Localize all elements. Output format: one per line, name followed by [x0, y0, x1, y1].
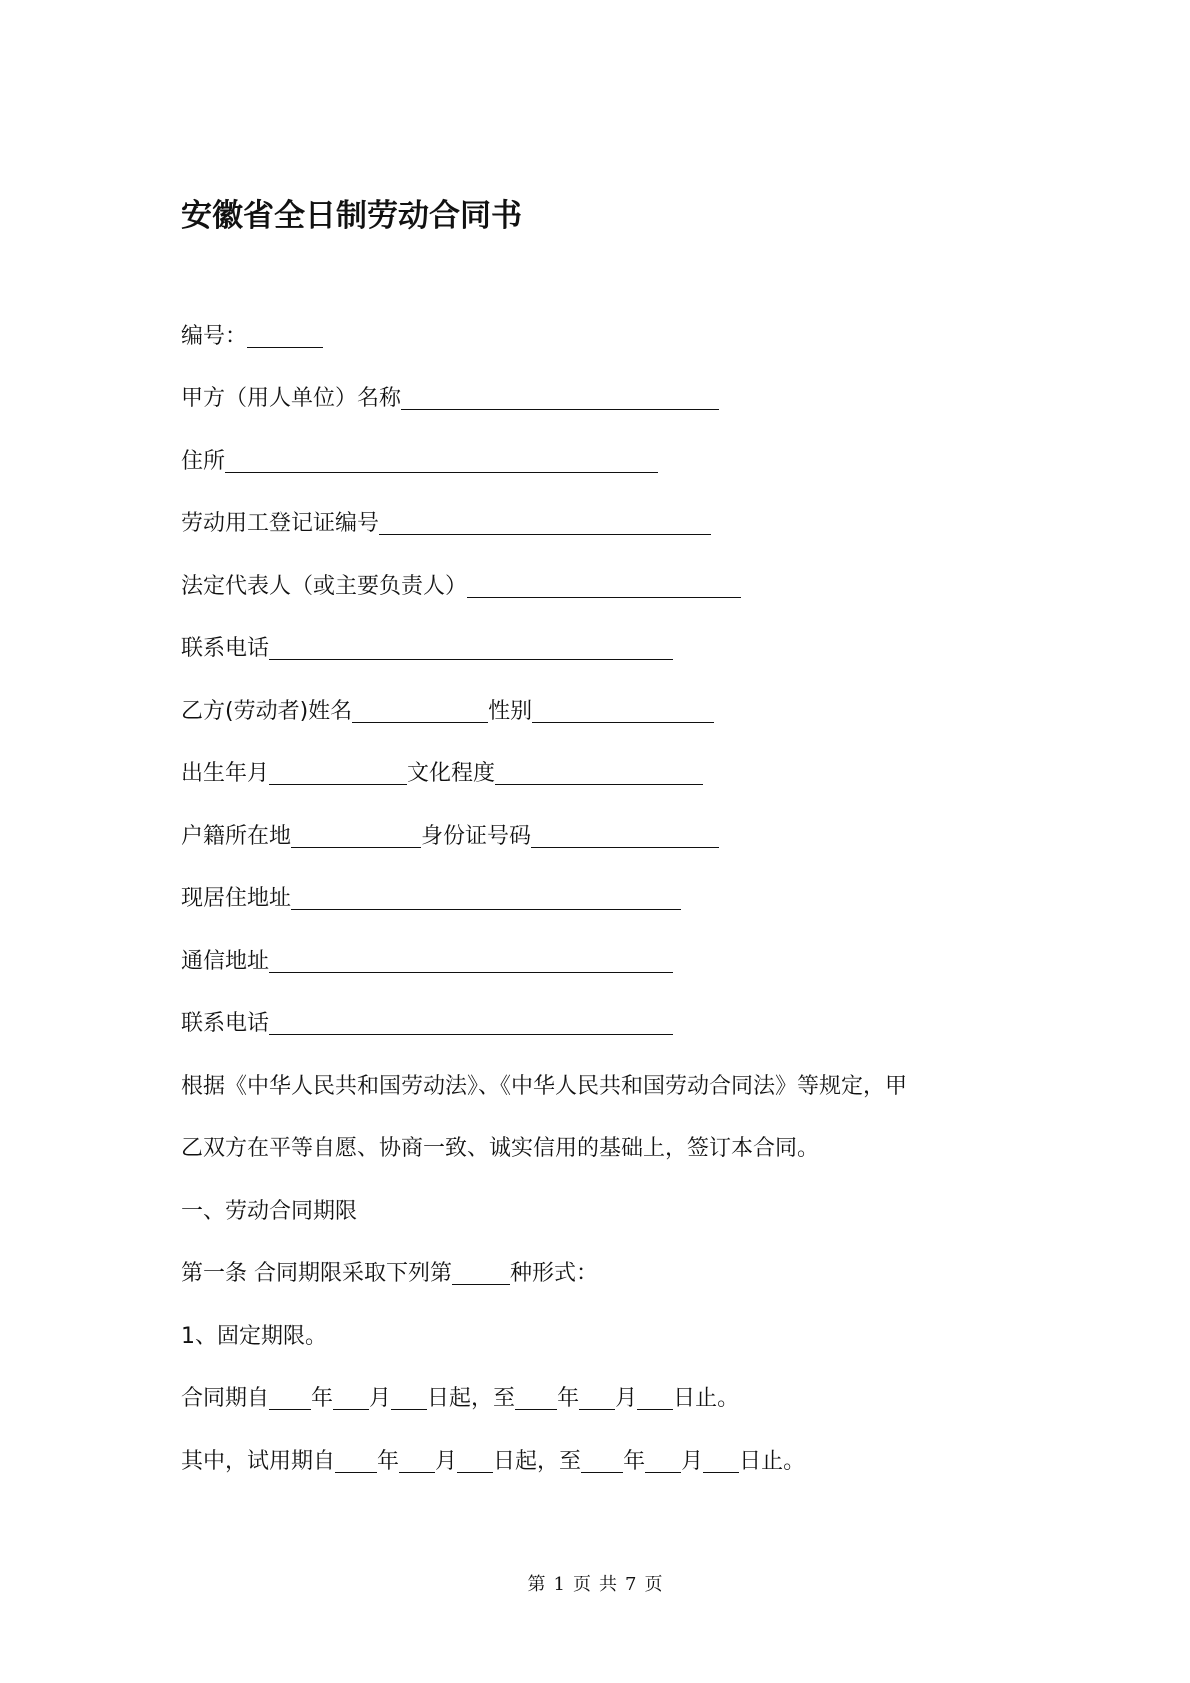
item-1 — [181, 1322, 327, 1352]
residence-blank[interactable] — [291, 887, 681, 910]
education-blank[interactable] — [495, 762, 703, 785]
term-year-label-2: 年 — [557, 1386, 580, 1411]
item1-text: 1、固定期限。 — [181, 1324, 327, 1349]
term-start-day-blank[interactable] — [391, 1387, 427, 1410]
registration-blank[interactable] — [379, 512, 711, 535]
gender-blank[interactable] — [532, 700, 714, 723]
term-day-end-label: 日止。 — [673, 1386, 740, 1411]
section1-title: 一、劳动合同期限 — [181, 1199, 358, 1224]
party-a-name-label: 甲方（用人单位）名称 — [181, 386, 402, 411]
term-end-month-blank[interactable] — [579, 1387, 615, 1410]
phone-b-label: 联系电话 — [181, 1011, 270, 1036]
probation-day-start-label: 日起，至 — [493, 1449, 582, 1474]
gender-label: 性别 — [488, 699, 533, 724]
document-title: 安徽省全日制劳动合同书 — [181, 198, 522, 234]
party-b-name-blank[interactable] — [352, 700, 488, 723]
phone-b-blank[interactable] — [269, 1012, 673, 1035]
phone-a-blank[interactable] — [269, 637, 673, 660]
education-label: 文化程度 — [407, 761, 496, 786]
probation-end-month-blank[interactable] — [645, 1450, 681, 1473]
probation-start-day-blank[interactable] — [457, 1450, 493, 1473]
number-blank[interactable] — [247, 325, 323, 348]
mail-label: 通信地址 — [181, 949, 270, 974]
term-month-label-2: 月 — [615, 1386, 638, 1411]
field-mail — [181, 947, 673, 977]
field-legal-rep — [181, 572, 741, 602]
residence-label: 现居住地址 — [181, 886, 292, 911]
probation-year-label-2: 年 — [623, 1449, 646, 1474]
phone-a-label: 联系电话 — [181, 636, 270, 661]
probation-start-year-blank[interactable] — [335, 1450, 377, 1473]
footer-page-current: 1 — [553, 1574, 565, 1595]
birth-blank[interactable] — [269, 762, 407, 785]
article1-form-blank[interactable] — [452, 1262, 510, 1285]
id-label: 身份证号码 — [421, 824, 532, 849]
probation-month-label: 月 — [435, 1449, 458, 1474]
footer-page-mid1: 页 — [573, 1574, 591, 1595]
term-start-year-blank[interactable] — [269, 1387, 311, 1410]
probation-prefix: 其中，试用期自 — [181, 1449, 336, 1474]
term-end-year-blank[interactable] — [515, 1387, 557, 1410]
legal-rep-blank[interactable] — [467, 575, 741, 598]
probation-line — [181, 1447, 805, 1477]
birth-label: 出生年月 — [181, 761, 270, 786]
term-month-label: 月 — [369, 1386, 392, 1411]
intro-line2: 乙双方在平等自愿、协商一致、诚实信用的基础上，签订本合同。 — [181, 1136, 820, 1161]
page-footer — [0, 1570, 1190, 1596]
intro-paragraph-line1 — [181, 1072, 907, 1102]
contract-term-line — [181, 1384, 739, 1414]
field-birth — [181, 759, 703, 789]
article-1 — [181, 1259, 598, 1289]
legal-rep-label: 法定代表人（或主要负责人） — [181, 574, 468, 599]
party-b-name-label: 乙方(劳动者)姓名 — [181, 699, 353, 724]
address-blank[interactable] — [225, 450, 658, 473]
field-hukou — [181, 822, 719, 852]
probation-end-day-blank[interactable] — [703, 1450, 739, 1473]
section-heading — [181, 1197, 357, 1227]
field-party-b-name — [181, 697, 714, 727]
field-residence — [181, 884, 681, 914]
probation-end-year-blank[interactable] — [581, 1450, 623, 1473]
field-phone-b — [181, 1009, 673, 1039]
intro-paragraph-line2 — [181, 1134, 819, 1164]
term-prefix: 合同期自 — [181, 1386, 270, 1411]
field-registration — [181, 509, 711, 539]
footer-page-suffix: 页 — [644, 1574, 663, 1595]
address-label: 住所 — [181, 449, 226, 474]
id-blank[interactable] — [531, 825, 719, 848]
article1-suffix: 种形式： — [510, 1261, 599, 1286]
hukou-label: 户籍所在地 — [181, 824, 292, 849]
term-day-start-label: 日起，至 — [427, 1386, 516, 1411]
field-number — [181, 322, 323, 352]
number-label: 编号： — [181, 324, 248, 349]
registration-label: 劳动用工登记证编号 — [181, 511, 380, 536]
party-a-name-blank[interactable] — [401, 387, 719, 410]
footer-page-mid2: 共 — [599, 1574, 617, 1595]
term-end-day-blank[interactable] — [637, 1387, 673, 1410]
field-phone-a — [181, 634, 673, 664]
term-start-month-blank[interactable] — [333, 1387, 369, 1410]
mail-blank[interactable] — [269, 950, 673, 973]
footer-page-total: 7 — [625, 1574, 637, 1595]
intro-line1: 根据《中华人民共和国劳动法》、《中华人民共和国劳动合同法》等规定，甲 — [181, 1074, 908, 1099]
field-address — [181, 447, 658, 477]
probation-year-label: 年 — [377, 1449, 400, 1474]
field-party-a-name — [181, 384, 719, 414]
footer-page-prefix: 第 — [527, 1574, 546, 1595]
probation-start-month-blank[interactable] — [399, 1450, 435, 1473]
probation-day-end-label: 日止。 — [739, 1449, 806, 1474]
term-year-label: 年 — [311, 1386, 334, 1411]
probation-month-label-2: 月 — [681, 1449, 704, 1474]
hukou-blank[interactable] — [291, 825, 421, 848]
article1-prefix: 第一条 合同期限采取下列第 — [181, 1261, 452, 1286]
